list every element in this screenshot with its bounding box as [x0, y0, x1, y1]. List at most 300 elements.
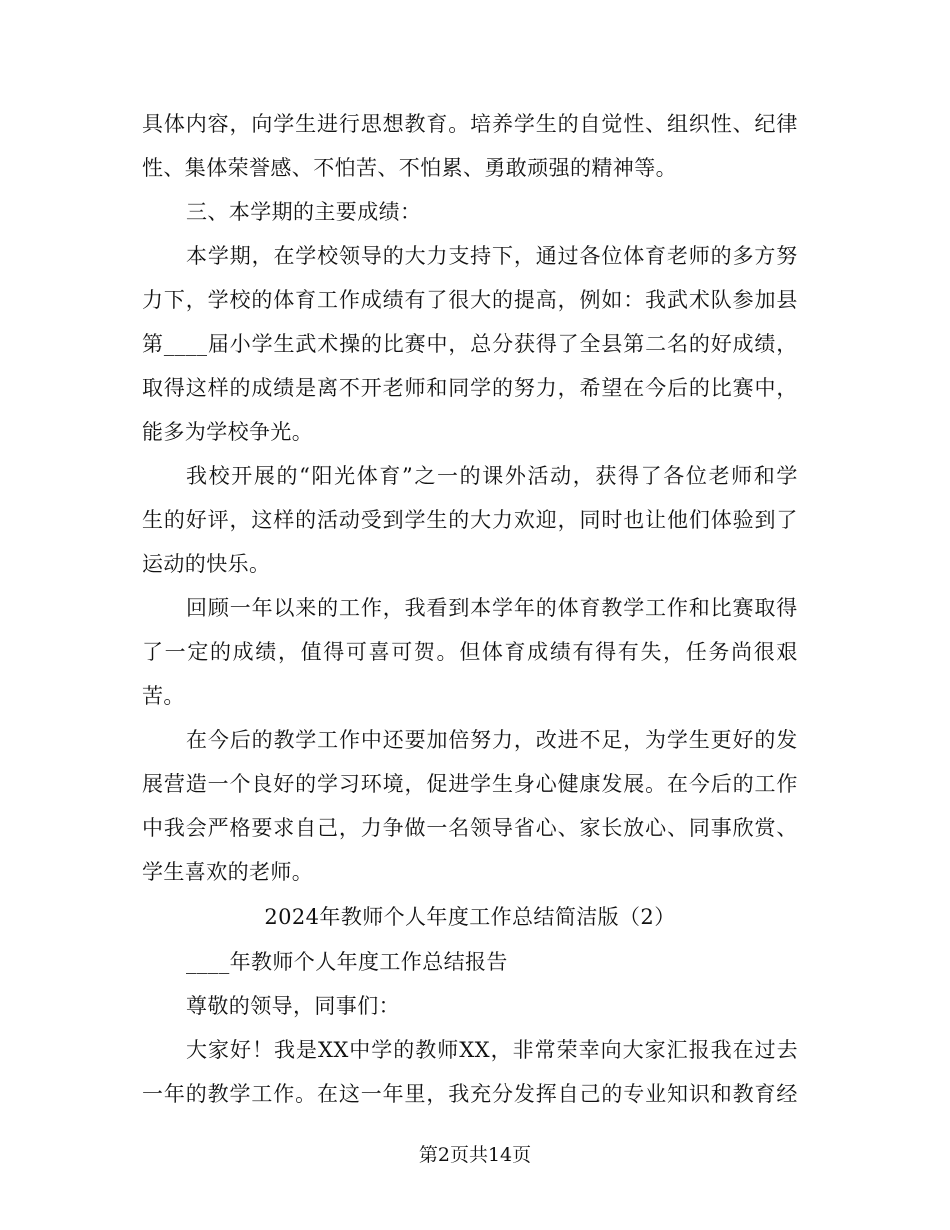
text-glyph: 教 [273, 728, 295, 752]
text-glyph: ， [557, 508, 580, 532]
text-glyph: 成 [251, 376, 273, 400]
text-glyph: 大 [470, 288, 492, 312]
text-glyph: 提 [513, 288, 536, 312]
text-glyph: 第 [623, 332, 645, 356]
text-glyph: 好 [732, 728, 754, 752]
text-glyph: 、 [776, 816, 798, 840]
text-glyph: ， [338, 816, 361, 840]
text-glyph: ” [401, 464, 414, 488]
paragraph-line [142, 366, 798, 410]
text-glyph: ， [557, 376, 580, 400]
text-glyph: 来 [295, 596, 317, 620]
text-glyph: ， [623, 728, 645, 752]
text-glyph: 今 [688, 772, 711, 796]
text-glyph: 工 [317, 728, 339, 752]
text-glyph: 营 [163, 772, 186, 796]
text-glyph: 有 [572, 640, 594, 664]
text-glyph: 学 [513, 112, 536, 136]
text-glyph: 中 [142, 816, 164, 840]
text-glyph: 育 [426, 112, 448, 136]
text-glyph: 光 [334, 464, 356, 488]
text-glyph: 过 [754, 1038, 776, 1062]
text-glyph: 的 [229, 376, 251, 400]
text-glyph: 容 [207, 112, 230, 136]
text-glyph: 自 [295, 816, 317, 840]
text-glyph: 工 [317, 288, 339, 312]
text-glyph: 展 [253, 464, 276, 488]
text-glyph: 工 [251, 1082, 273, 1106]
text-glyph: 、 [732, 112, 755, 136]
text-glyph: 成 [360, 288, 383, 312]
text-glyph: 在 [623, 376, 645, 400]
text-glyph: 的 [492, 376, 514, 400]
text-glyph: 位 [685, 464, 708, 488]
text-glyph: 位 [601, 244, 623, 268]
text-glyph: 充 [470, 1082, 492, 1106]
text-glyph: 学 [273, 112, 295, 136]
text-glyph: 术 [688, 288, 711, 312]
text-glyph: ， [229, 112, 251, 136]
text-glyph: 健 [557, 772, 580, 796]
text-glyph: 外 [504, 464, 527, 488]
text-glyph: 发 [776, 728, 798, 752]
text-glyph: 作 [360, 596, 383, 620]
text-glyph: 年 [251, 596, 273, 620]
text-glyph: 小 [229, 332, 252, 356]
text-glyph: 、 [645, 112, 667, 136]
text-glyph: 的 [557, 112, 580, 136]
text-glyph: 的 [601, 1082, 623, 1106]
text-glyph: 到 [448, 596, 470, 620]
text-glyph: XX [459, 1038, 490, 1062]
text-glyph: 学 [251, 332, 274, 356]
text-glyph: 生 [492, 772, 514, 796]
text-glyph: 获 [595, 464, 617, 488]
text-glyph: 作 [666, 596, 689, 620]
text-glyph: 育 [379, 464, 401, 488]
text-glyph: 学 [317, 772, 339, 796]
text-glyph: 比 [710, 596, 733, 620]
text-glyph: 力 [535, 376, 558, 400]
text-glyph: 比 [710, 376, 733, 400]
text-glyph: 县 [601, 332, 623, 356]
text-glyph: 很 [753, 640, 776, 664]
text-glyph: 同 [579, 508, 601, 532]
text-glyph: 中 [426, 332, 448, 356]
text-glyph: 好 [185, 508, 208, 532]
text-glyph: 了 [557, 332, 580, 356]
text-glyph: 体 [163, 112, 186, 136]
text-glyph: 绩 [273, 376, 295, 400]
text-glyph: 生 [535, 112, 558, 136]
text-glyph: 学 [295, 244, 317, 268]
text-glyph: 性 [710, 112, 733, 136]
text-glyph: 经 [776, 1082, 798, 1106]
text-glyph: 的 [185, 1082, 208, 1106]
text-glyph: ， [229, 508, 251, 532]
text-glyph: 的 [251, 728, 273, 752]
text-glyph: 课 [482, 464, 504, 488]
text-glyph: 行 [338, 112, 361, 136]
text-glyph: 的 [688, 376, 711, 400]
text-glyph: 获 [513, 332, 536, 356]
text-glyph: 绩 [549, 640, 572, 664]
text-glyph: 在 [732, 1038, 754, 1062]
text-glyph: 一 [436, 464, 459, 488]
text-glyph: 绩 [255, 640, 277, 664]
text-glyph: 例 [579, 288, 601, 312]
text-glyph: 也 [623, 508, 645, 532]
text-glyph: 有 [617, 640, 640, 664]
text-glyph: ， [776, 376, 798, 400]
text-glyph: 学 [492, 596, 514, 620]
text-glyph: 后 [667, 376, 689, 400]
text-glyph: 学 [229, 1082, 251, 1106]
text-glyph: 值 [300, 640, 322, 664]
text-glyph: 年 [382, 1082, 405, 1106]
text-glyph: 县 [776, 288, 798, 312]
text-glyph: 专 [623, 1082, 645, 1106]
text-glyph: 造 [185, 772, 208, 796]
text-glyph: 纪 [754, 112, 776, 136]
text-glyph: 后 [710, 772, 733, 796]
text-glyph: 赛 [732, 376, 755, 400]
paragraph-line [142, 586, 798, 630]
text-glyph: 师 [404, 376, 426, 400]
text-glyph: 报 [688, 1038, 710, 1062]
text-glyph: 。 [295, 1082, 317, 1106]
text-glyph: 中 [349, 1038, 371, 1062]
text-glyph: 以 [273, 596, 295, 620]
text-glyph: 队 [710, 288, 733, 312]
text-glyph: 长 [601, 816, 623, 840]
text-glyph: 家 [644, 1038, 666, 1062]
text-glyph: 艰 [776, 640, 798, 664]
text-glyph: 的 [295, 508, 317, 532]
text-glyph: ， [513, 244, 536, 268]
text-glyph: 可 [391, 640, 413, 664]
text-glyph: 自 [557, 1082, 580, 1106]
text-glyph: 发 [601, 772, 623, 796]
text-glyph: 环 [360, 772, 383, 796]
section-heading: 三、本学期的主要成绩： [186, 200, 422, 224]
text-glyph: 向 [251, 112, 273, 136]
text-glyph: 赛 [732, 596, 754, 620]
text-glyph: 师 [688, 244, 711, 268]
text-glyph: 全 [579, 332, 601, 356]
text-glyph: 我 [710, 1038, 732, 1062]
text-glyph: 为 [645, 728, 667, 752]
text-glyph: 了 [640, 464, 662, 488]
paragraph-line [142, 278, 798, 322]
text-glyph: 向 [600, 1038, 622, 1062]
text-glyph: 名 [666, 332, 689, 356]
text-glyph: ！ [252, 1038, 274, 1062]
text-glyph: 的 [688, 332, 711, 356]
text-glyph: XX [318, 1038, 349, 1062]
text-glyph: 师 [731, 464, 753, 488]
text-glyph: 学 [207, 244, 230, 268]
text-glyph: 觉 [601, 112, 623, 136]
paragraph-line [142, 1072, 798, 1116]
text-glyph: 严 [207, 816, 230, 840]
text-glyph: 这 [251, 508, 273, 532]
text-glyph: 得 [595, 640, 617, 664]
text-glyph: 这 [185, 376, 208, 400]
text-glyph: 我 [163, 816, 186, 840]
text-glyph: 得 [323, 640, 345, 664]
paragraph-line [142, 718, 798, 762]
text-glyph: 得 [617, 464, 640, 488]
text-glyph: 作 [776, 772, 798, 796]
text-glyph: 会 [185, 816, 208, 840]
text-glyph: 今 [207, 728, 230, 752]
text-glyph: 但 [459, 640, 481, 664]
text-glyph: 格 [229, 816, 251, 840]
text-glyph: 年 [163, 1082, 186, 1106]
text-glyph: 校 [229, 288, 251, 312]
text-glyph: 绩 [382, 288, 405, 312]
text-glyph: 放 [623, 816, 645, 840]
text-glyph: 在 [317, 1082, 339, 1106]
text-glyph: 学 [371, 1038, 393, 1062]
text-glyph: 育 [579, 596, 601, 620]
paragraph-line [142, 102, 798, 146]
text-glyph: ， [426, 1082, 448, 1106]
text-glyph: 家 [208, 1038, 230, 1062]
text-glyph: 学 [470, 772, 492, 796]
text-glyph: 更 [710, 728, 733, 752]
text-glyph: 在 [273, 244, 295, 268]
text-glyph: 赛 [404, 332, 427, 356]
text-glyph: 努 [470, 728, 492, 752]
paragraph-line [142, 806, 798, 850]
text-glyph: 的 [382, 244, 405, 268]
text-glyph: 的 [317, 596, 339, 620]
text-glyph: 让 [645, 508, 667, 532]
text-glyph: 学 [295, 728, 317, 752]
text-glyph: 。 [436, 640, 458, 664]
paragraph-line [142, 762, 798, 806]
text-glyph: 动 [550, 464, 572, 488]
text-glyph: 尚 [731, 640, 753, 664]
text-glyph: 老 [382, 376, 405, 400]
text-glyph: 业 [645, 1082, 667, 1106]
text-glyph: 第 [142, 332, 164, 356]
text-glyph: 到 [382, 508, 405, 532]
text-glyph: 不 [338, 376, 361, 400]
text-glyph: 幸 [578, 1038, 600, 1062]
text-glyph: 。 [448, 112, 470, 136]
text-glyph: 努 [776, 244, 798, 268]
text-glyph: 赏 [754, 816, 776, 840]
text-glyph: 校 [208, 464, 231, 488]
text-glyph: 要 [404, 728, 426, 752]
text-glyph: 成 [232, 640, 255, 664]
paragraph-line: 能多为学校争光。 [142, 420, 314, 444]
text-glyph: 的 [492, 288, 514, 312]
text-glyph: 力 [426, 244, 448, 268]
text-glyph: 具 [142, 112, 164, 136]
text-glyph: 教 [732, 1082, 755, 1106]
text-glyph: 总 [470, 332, 492, 356]
text-glyph: 导 [360, 244, 383, 268]
text-glyph: ， [251, 244, 273, 268]
text-glyph: 的 [710, 244, 733, 268]
text-glyph: 开 [231, 464, 253, 488]
text-glyph: 任 [685, 640, 708, 664]
paragraph-line [142, 1028, 798, 1072]
text-glyph: 展 [142, 772, 164, 796]
text-glyph: 取 [754, 596, 776, 620]
text-glyph: 进 [317, 112, 339, 136]
text-glyph: 非 [512, 1038, 534, 1062]
text-glyph: 迎 [535, 508, 558, 532]
text-glyph: 体 [273, 288, 295, 312]
text-glyph: 心 [535, 772, 558, 796]
text-glyph: 看 [426, 596, 448, 620]
text-glyph: 是 [295, 376, 317, 400]
text-glyph: 样 [207, 376, 230, 400]
text-glyph: 中 [360, 728, 383, 752]
text-glyph: 武 [667, 288, 689, 312]
text-glyph: 一 [229, 596, 252, 620]
text-glyph: ， [185, 288, 208, 312]
text-glyph: 学 [470, 376, 492, 400]
text-glyph: 育 [754, 1082, 776, 1106]
text-glyph: 工 [754, 772, 776, 796]
text-glyph: 分 [492, 332, 514, 356]
text-glyph: 育 [645, 244, 667, 268]
text-glyph: 一 [142, 1082, 164, 1106]
text-glyph: 我 [186, 464, 208, 488]
text-glyph: 操 [339, 332, 361, 356]
text-glyph: 望 [601, 376, 623, 400]
text-glyph: 习 [338, 772, 361, 796]
text-glyph: 分 [492, 1082, 514, 1106]
text-glyph: 有 [404, 288, 426, 312]
paragraph-line [142, 630, 798, 674]
text-glyph: 作 [338, 288, 361, 312]
text-glyph: 我 [274, 1038, 296, 1062]
text-glyph: 和 [710, 1082, 733, 1106]
text-glyph: 里 [404, 1082, 426, 1106]
text-glyph: 得 [535, 332, 558, 356]
text-glyph: ， [382, 596, 405, 620]
text-glyph: 个 [229, 772, 251, 796]
text-glyph: 学 [404, 508, 426, 532]
text-glyph: 失 [640, 640, 662, 664]
text-glyph: 足 [601, 728, 623, 752]
text-glyph: 育 [504, 640, 526, 664]
text-glyph: 育 [295, 288, 317, 312]
text-glyph: 我 [404, 596, 426, 620]
text-glyph: 活 [317, 508, 339, 532]
text-glyph: 回 [186, 596, 208, 620]
text-glyph: 一 [360, 1082, 383, 1106]
text-glyph: 生 [426, 508, 448, 532]
text-glyph: 可 [345, 640, 368, 664]
text-glyph: 去 [776, 1038, 798, 1062]
text-glyph: 体 [710, 508, 733, 532]
text-glyph: 好 [710, 332, 733, 356]
text-glyph: 教 [207, 1082, 230, 1106]
text-glyph: 的 [163, 508, 186, 532]
text-glyph: 的 [754, 728, 776, 752]
text-glyph: 还 [382, 728, 405, 752]
text-glyph: 要 [251, 816, 273, 840]
text-glyph: 作 [339, 728, 361, 752]
text-glyph: 大 [404, 244, 426, 268]
text-glyph: 一 [426, 816, 448, 840]
text-glyph: ____ [163, 332, 208, 356]
text-glyph: ： [623, 288, 645, 312]
text-glyph: 各 [579, 244, 601, 268]
text-glyph: 领 [339, 244, 361, 268]
text-glyph: 倍 [448, 728, 470, 752]
text-glyph: ， [448, 332, 470, 356]
text-glyph: 领 [470, 816, 492, 840]
text-glyph: 参 [732, 288, 755, 312]
text-glyph: 织 [688, 112, 711, 136]
text-glyph: 术 [317, 332, 339, 356]
text-glyph: 欢 [513, 508, 536, 532]
paragraph-line [142, 454, 798, 498]
text-glyph: 养 [492, 112, 514, 136]
text-glyph: 体 [481, 640, 504, 664]
text-glyph: 学 [776, 464, 798, 488]
text-glyph: 们 [688, 508, 711, 532]
text-glyph: 和 [753, 464, 776, 488]
text-glyph: 样 [273, 508, 295, 532]
text-glyph: 同 [688, 816, 711, 840]
text-glyph: 力 [492, 728, 514, 752]
text-glyph: 的 [535, 596, 558, 620]
text-glyph: ， [663, 640, 685, 664]
text-glyph: 我 [448, 1082, 470, 1106]
text-glyph: 得 [776, 596, 798, 620]
text-glyph: 一 [207, 772, 230, 796]
text-glyph: 促 [426, 772, 448, 796]
text-glyph: 教 [601, 596, 623, 620]
text-glyph: 我 [645, 288, 667, 312]
text-glyph: 很 [448, 288, 470, 312]
paragraph-line [142, 322, 798, 366]
text-glyph: 生 [142, 508, 164, 532]
text-glyph: 过 [557, 244, 580, 268]
text-glyph: 喜 [368, 640, 390, 664]
text-glyph: 持 [470, 244, 492, 268]
text-glyph: 成 [527, 640, 549, 664]
text-glyph: 时 [601, 508, 623, 532]
text-glyph: “ [299, 464, 311, 488]
text-glyph: 、 [667, 816, 689, 840]
text-glyph: ， [490, 1038, 512, 1062]
text-glyph: 康 [579, 772, 601, 796]
text-glyph: 武 [295, 332, 317, 356]
text-glyph: 方 [754, 244, 776, 268]
text-glyph: 境 [382, 772, 405, 796]
text-glyph: 省 [513, 816, 536, 840]
text-glyph: 各 [663, 464, 685, 488]
text-glyph: 体 [356, 464, 379, 488]
text-glyph: 不 [579, 728, 601, 752]
text-glyph: 贺 [413, 640, 436, 664]
text-glyph: 常 [534, 1038, 556, 1062]
text-glyph: 绩 [754, 332, 776, 356]
text-glyph: ， [404, 772, 426, 796]
text-glyph: 心 [645, 816, 667, 840]
